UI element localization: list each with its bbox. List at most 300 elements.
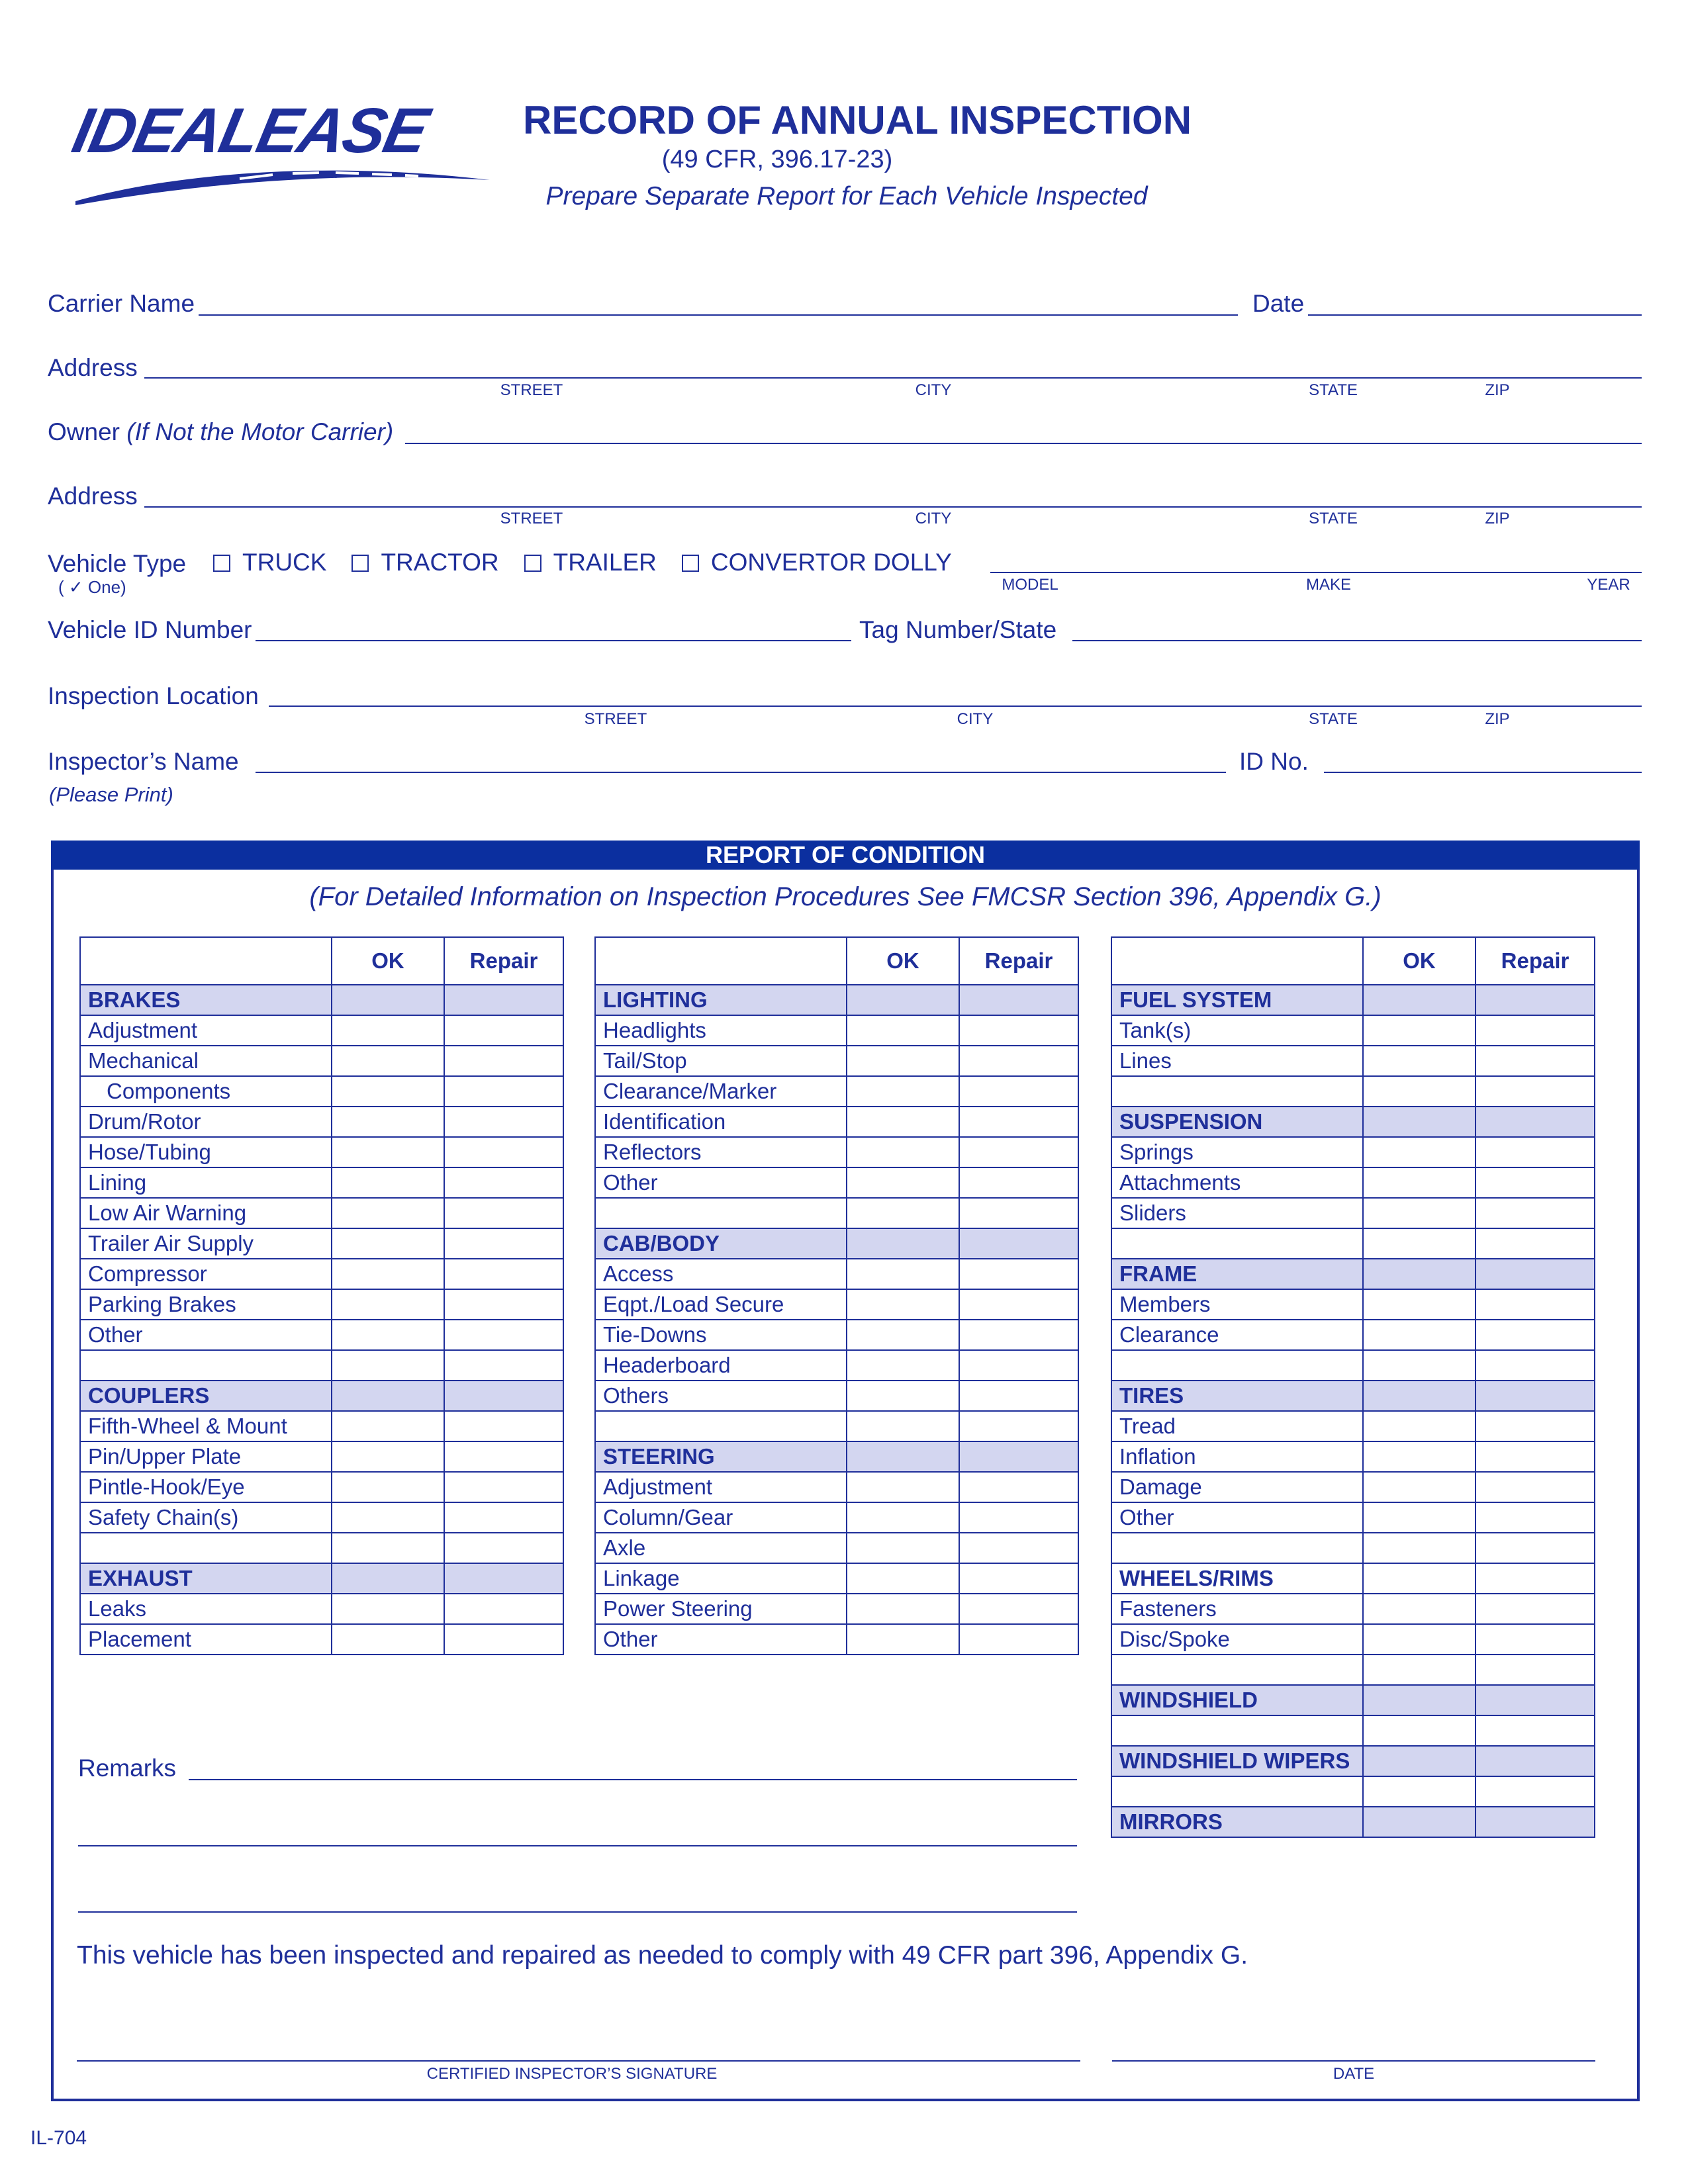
- repair-cell[interactable]: [444, 1015, 563, 1046]
- repair-cell[interactable]: [444, 1350, 563, 1381]
- item-label: Linkage: [595, 1563, 847, 1594]
- check-one-note: ( ✓ One): [58, 577, 126, 597]
- checkbox-icon[interactable]: [352, 555, 369, 572]
- item-label: Clearance: [1111, 1320, 1363, 1350]
- item-label: Trailer Air Supply: [80, 1228, 332, 1259]
- date-caption: DATE: [1333, 2065, 1375, 2083]
- repair-cell[interactable]: [1476, 1350, 1595, 1381]
- section-label: WHEELS/RIMS: [1111, 1563, 1363, 1594]
- table-row: [595, 1320, 1078, 1350]
- table-row: [1111, 1076, 1595, 1107]
- repair-cell[interactable]: [1476, 1228, 1595, 1259]
- table-row: [80, 1533, 563, 1563]
- item-label: Lining: [80, 1167, 332, 1198]
- ok-cell[interactable]: [847, 1472, 959, 1502]
- repair-cell[interactable]: [1476, 1137, 1595, 1167]
- item-label: Adjustment: [595, 1472, 847, 1502]
- repair-cell[interactable]: [1476, 1594, 1595, 1624]
- table-header-row: [595, 937, 1078, 985]
- checkbox-icon[interactable]: [213, 555, 230, 572]
- repair-cell[interactable]: [1476, 1198, 1595, 1228]
- option-convertor-dolly[interactable]: [682, 550, 952, 574]
- repair-cell[interactable]: [444, 1320, 563, 1350]
- remarks-line-2[interactable]: [78, 1845, 1077, 1846]
- repair-cell[interactable]: [444, 1107, 563, 1137]
- table-row: [595, 1076, 1078, 1107]
- repair-cell[interactable]: [959, 1107, 1078, 1137]
- repair-cell[interactable]: [444, 1411, 563, 1441]
- repair-cell[interactable]: [444, 1624, 563, 1655]
- date-field[interactable]: [1308, 314, 1642, 316]
- ok-cell[interactable]: [332, 1137, 444, 1167]
- header-repair: Repair: [959, 937, 1078, 985]
- section-row: [595, 1441, 1078, 1472]
- ok-cell: [1363, 1807, 1476, 1837]
- ok-cell[interactable]: [1363, 1624, 1476, 1655]
- table-row: [1111, 1533, 1595, 1563]
- table-row: [80, 1289, 563, 1320]
- item-label: Other: [1111, 1502, 1363, 1533]
- section-label: MIRRORS: [1111, 1807, 1363, 1837]
- item-label: Adjustment: [80, 1015, 332, 1046]
- repair-cell[interactable]: [444, 1167, 563, 1198]
- repair-cell[interactable]: [959, 1167, 1078, 1198]
- table-row: [1111, 1441, 1595, 1472]
- ok-cell[interactable]: [332, 1046, 444, 1076]
- owner-label: [48, 420, 393, 444]
- ok-cell[interactable]: [332, 1594, 444, 1624]
- repair-cell: [1476, 985, 1595, 1015]
- repair-cell[interactable]: [1476, 1472, 1595, 1502]
- item-label: [1111, 1350, 1363, 1381]
- model-caption: MODEL: [1002, 576, 1058, 594]
- item-label: Tail/Stop: [595, 1046, 847, 1076]
- ok-cell: [332, 1381, 444, 1411]
- table-row: [80, 1411, 563, 1441]
- ok-cell[interactable]: [1363, 1776, 1476, 1807]
- table-row: [595, 1137, 1078, 1167]
- repair-cell[interactable]: [444, 1594, 563, 1624]
- table-row: [80, 1624, 563, 1655]
- repair-cell[interactable]: [959, 1198, 1078, 1228]
- repair-cell[interactable]: [1476, 1167, 1595, 1198]
- item-label: Mechanical: [80, 1046, 332, 1076]
- owner-address-field[interactable]: [144, 506, 1642, 508]
- item-label: [1111, 1533, 1363, 1563]
- repair-cell[interactable]: [1476, 1411, 1595, 1441]
- section-row: [595, 1228, 1078, 1259]
- inspector-name-field[interactable]: [256, 772, 1226, 773]
- item-label: Inflation: [1111, 1441, 1363, 1472]
- repair-cell: [444, 1563, 563, 1594]
- ok-cell[interactable]: [847, 1259, 959, 1289]
- table-row: [1111, 1289, 1595, 1320]
- ok-cell: [1363, 1107, 1476, 1137]
- repair-cell: [1476, 1807, 1595, 1837]
- ok-cell[interactable]: [332, 1350, 444, 1381]
- table-row: [595, 1167, 1078, 1198]
- section-row: [1111, 1259, 1595, 1289]
- section-row: [80, 985, 563, 1015]
- ok-cell[interactable]: [1363, 1533, 1476, 1563]
- table-row: [80, 1594, 563, 1624]
- ok-cell[interactable]: [332, 1472, 444, 1502]
- table-row: [1111, 1472, 1595, 1502]
- repair-cell[interactable]: [959, 1594, 1078, 1624]
- vehicle-id-label: Vehicle ID Number: [48, 616, 252, 643]
- tag-number-label: Tag Number/State: [859, 616, 1057, 643]
- signature-field[interactable]: [77, 2060, 1080, 2062]
- header-ok: OK: [332, 937, 444, 985]
- section-row: [1111, 1685, 1595, 1715]
- table-row: [1111, 1046, 1595, 1076]
- ok-cell[interactable]: [847, 1533, 959, 1563]
- ok-cell[interactable]: [332, 1228, 444, 1259]
- repair-cell[interactable]: [959, 1137, 1078, 1167]
- repair-cell[interactable]: [1476, 1776, 1595, 1807]
- item-label: Parking Brakes: [80, 1289, 332, 1320]
- id-no-field[interactable]: [1324, 772, 1642, 773]
- option-truck[interactable]: [213, 550, 326, 574]
- table-row: [595, 1259, 1078, 1289]
- section-label: LIGHTING: [595, 985, 847, 1015]
- checkbox-icon[interactable]: [524, 555, 541, 572]
- inspection-location-field[interactable]: [269, 705, 1642, 707]
- item-label: [1111, 1228, 1363, 1259]
- address-field[interactable]: [144, 377, 1642, 379]
- ok-cell[interactable]: [1363, 1441, 1476, 1472]
- ok-cell[interactable]: [847, 1624, 959, 1655]
- table-row: [1111, 1502, 1595, 1533]
- table-header-row: [80, 937, 563, 985]
- table-row: [80, 1137, 563, 1167]
- option-tractor[interactable]: [352, 550, 498, 574]
- ok-cell: [1363, 1746, 1476, 1776]
- repair-cell[interactable]: [959, 1563, 1078, 1594]
- section-label: COUPLERS: [80, 1381, 332, 1411]
- repair-cell[interactable]: [959, 1259, 1078, 1289]
- report-heading: REPORT OF CONDITION: [51, 841, 1640, 870]
- option-label: TRAILER: [553, 549, 657, 576]
- item-label: Headerboard: [595, 1350, 847, 1381]
- item-label: Components: [80, 1076, 332, 1107]
- section-row: [80, 1381, 563, 1411]
- repair-cell[interactable]: [444, 1289, 563, 1320]
- repair-cell[interactable]: [959, 1046, 1078, 1076]
- ok-cell[interactable]: [332, 1259, 444, 1289]
- ok-cell[interactable]: [1363, 1320, 1476, 1350]
- header-blank: [80, 937, 332, 985]
- state-caption: STATE: [1309, 510, 1358, 527]
- item-label: [1111, 1776, 1363, 1807]
- repair-cell[interactable]: [444, 1198, 563, 1228]
- ok-cell[interactable]: [332, 1076, 444, 1107]
- ok-cell[interactable]: [1363, 1015, 1476, 1046]
- item-label: Pin/Upper Plate: [80, 1441, 332, 1472]
- item-label: Compressor: [80, 1259, 332, 1289]
- repair-cell[interactable]: [444, 1046, 563, 1076]
- ok-cell[interactable]: [332, 1411, 444, 1441]
- item-label: [595, 1198, 847, 1228]
- ok-cell[interactable]: [847, 1289, 959, 1320]
- section-label: TIRES: [1111, 1381, 1363, 1411]
- repair-cell[interactable]: [959, 1411, 1078, 1441]
- ok-cell[interactable]: [847, 1411, 959, 1441]
- ok-cell[interactable]: [847, 1076, 959, 1107]
- option-label: CONVERTOR DOLLY: [710, 549, 952, 576]
- repair-cell: [1476, 1381, 1595, 1411]
- repair-cell[interactable]: [444, 1228, 563, 1259]
- model-make-year-field[interactable]: [990, 572, 1642, 573]
- ok-cell[interactable]: [847, 1137, 959, 1167]
- table-row: [1111, 1167, 1595, 1198]
- item-label: [80, 1350, 332, 1381]
- repair-cell[interactable]: [444, 1472, 563, 1502]
- repair-cell[interactable]: [959, 1502, 1078, 1533]
- option-trailer[interactable]: [524, 550, 657, 574]
- repair-cell[interactable]: [959, 1381, 1078, 1411]
- inspection-location-label: Inspection Location: [48, 682, 259, 709]
- item-label: Members: [1111, 1289, 1363, 1320]
- ok-cell[interactable]: [1363, 1137, 1476, 1167]
- make-caption: MAKE: [1305, 576, 1352, 594]
- repair-cell[interactable]: [444, 1259, 563, 1289]
- table-row: [595, 1502, 1078, 1533]
- item-label: Damage: [1111, 1472, 1363, 1502]
- table-row: [595, 1472, 1078, 1502]
- table-row: [80, 1472, 563, 1502]
- section-label: STEERING: [595, 1441, 847, 1472]
- table-row: [1111, 1715, 1595, 1746]
- item-label: [1111, 1076, 1363, 1107]
- table-row: [80, 1107, 563, 1137]
- ok-cell[interactable]: [847, 1502, 959, 1533]
- section-row: [1111, 1381, 1595, 1411]
- owner-note: (If Not the Motor Carrier): [126, 418, 394, 445]
- ok-cell[interactable]: [847, 1046, 959, 1076]
- repair-cell[interactable]: [959, 1624, 1078, 1655]
- repair-cell[interactable]: [1476, 1046, 1595, 1076]
- road-swoosh-icon: [74, 160, 491, 206]
- ok-cell[interactable]: [332, 1624, 444, 1655]
- item-label: [595, 1411, 847, 1441]
- section-row: [595, 985, 1078, 1015]
- ok-cell[interactable]: [847, 1350, 959, 1381]
- item-label: Power Steering: [595, 1594, 847, 1624]
- repair-cell[interactable]: [1476, 1715, 1595, 1746]
- repair-cell[interactable]: [959, 1076, 1078, 1107]
- item-label: Fifth-Wheel & Mount: [80, 1411, 332, 1441]
- carrier-name-field[interactable]: [199, 314, 1238, 316]
- ok-cell[interactable]: [847, 1320, 959, 1350]
- item-label: Tie-Downs: [595, 1320, 847, 1350]
- ok-cell[interactable]: [1363, 1715, 1476, 1746]
- item-label: Springs: [1111, 1137, 1363, 1167]
- vehicle-id-field[interactable]: [256, 640, 851, 641]
- ok-cell[interactable]: [1363, 1502, 1476, 1533]
- ok-cell[interactable]: [1363, 1411, 1476, 1441]
- header-blank: [595, 937, 847, 985]
- ok-cell[interactable]: [332, 1502, 444, 1533]
- citation: (49 CFR, 396.17-23): [661, 146, 893, 173]
- repair-cell: [1476, 1685, 1595, 1715]
- section-row: [1111, 1746, 1595, 1776]
- ok-cell[interactable]: [332, 1167, 444, 1198]
- repair-cell[interactable]: [444, 1533, 563, 1563]
- ok-cell[interactable]: [1363, 1594, 1476, 1624]
- ok-cell[interactable]: [1363, 1655, 1476, 1685]
- ok-cell[interactable]: [1363, 1198, 1476, 1228]
- ok-cell[interactable]: [332, 1289, 444, 1320]
- certification-statement: This vehicle has been inspected and repaired as needed to comply with 49 CFR part 396, Appendix G.: [77, 1941, 1248, 1970]
- item-label: Placement: [80, 1624, 332, 1655]
- section-row: [80, 1563, 563, 1594]
- repair-cell[interactable]: [1476, 1320, 1595, 1350]
- tag-number-field[interactable]: [1072, 640, 1642, 641]
- repair-cell[interactable]: [1476, 1441, 1595, 1472]
- item-label: Fasteners: [1111, 1594, 1363, 1624]
- street-caption: STREET: [500, 381, 563, 399]
- section-label: BRAKES: [80, 985, 332, 1015]
- table-row: [595, 1381, 1078, 1411]
- section-row: [1111, 1807, 1595, 1837]
- item-label: Access: [595, 1259, 847, 1289]
- repair-cell[interactable]: [1476, 1502, 1595, 1533]
- repair-cell[interactable]: [959, 1289, 1078, 1320]
- ok-cell[interactable]: [1363, 1228, 1476, 1259]
- header-blank: [1111, 937, 1363, 985]
- repair-cell[interactable]: [1476, 1655, 1595, 1685]
- ok-cell[interactable]: [332, 1198, 444, 1228]
- item-label: Clearance/Marker: [595, 1076, 847, 1107]
- table-row: [595, 1594, 1078, 1624]
- table-row: [80, 1228, 563, 1259]
- ok-cell[interactable]: [847, 1594, 959, 1624]
- section-label: WINDSHIELD: [1111, 1685, 1363, 1715]
- ok-cell[interactable]: [1363, 1350, 1476, 1381]
- ok-cell[interactable]: [332, 1320, 444, 1350]
- ok-cell[interactable]: [847, 1198, 959, 1228]
- repair-cell[interactable]: [1476, 1076, 1595, 1107]
- item-label: Safety Chain(s): [80, 1502, 332, 1533]
- signature-date-field[interactable]: [1112, 2060, 1595, 2062]
- repair-cell[interactable]: [444, 1502, 563, 1533]
- repair-cell[interactable]: [1476, 1289, 1595, 1320]
- table-row: [595, 1015, 1078, 1046]
- item-label: Lines: [1111, 1046, 1363, 1076]
- section-row: [1111, 1563, 1595, 1594]
- ok-cell[interactable]: [847, 1563, 959, 1594]
- repair-cell[interactable]: [959, 1320, 1078, 1350]
- vehicle-type-options: [213, 550, 977, 574]
- repair-cell[interactable]: [444, 1137, 563, 1167]
- repair-cell[interactable]: [1476, 1624, 1595, 1655]
- section-row: [1111, 1107, 1595, 1137]
- repair-cell[interactable]: [444, 1441, 563, 1472]
- ok-cell[interactable]: [332, 1533, 444, 1563]
- repair-cell: [444, 1381, 563, 1411]
- inspection-table-1: [79, 936, 564, 1655]
- address-label: Address: [48, 354, 138, 381]
- section-label: FRAME: [1111, 1259, 1363, 1289]
- repair-cell[interactable]: [959, 1350, 1078, 1381]
- table-row: [1111, 1320, 1595, 1350]
- table-row: [1111, 1655, 1595, 1685]
- owner-field[interactable]: [405, 443, 1642, 444]
- ok-cell[interactable]: [847, 1381, 959, 1411]
- table-row: [1111, 1411, 1595, 1441]
- table-row: [80, 1320, 563, 1350]
- ok-cell[interactable]: [1363, 1076, 1476, 1107]
- ok-cell[interactable]: [332, 1441, 444, 1472]
- repair-cell[interactable]: [1476, 1015, 1595, 1046]
- item-label: Axle: [595, 1533, 847, 1563]
- report-note: (For Detailed Information on Inspection Procedures See FMCSR Section 396, Appendix G.): [309, 882, 1382, 911]
- zip-caption: ZIP: [1485, 510, 1510, 527]
- ok-cell[interactable]: [1363, 1472, 1476, 1502]
- section-label: CAB/BODY: [595, 1228, 847, 1259]
- ok-cell: [847, 1228, 959, 1259]
- owner-text: Owner: [48, 418, 120, 445]
- checkbox-icon[interactable]: [682, 555, 699, 572]
- ok-cell[interactable]: [332, 1107, 444, 1137]
- table-row: [1111, 1350, 1595, 1381]
- item-label: Attachments: [1111, 1167, 1363, 1198]
- repair-cell[interactable]: [959, 1015, 1078, 1046]
- table-row: [595, 1107, 1078, 1137]
- table-row: [80, 1259, 563, 1289]
- please-print-note: (Please Print): [49, 783, 173, 806]
- ok-cell[interactable]: [332, 1015, 444, 1046]
- item-label: Others: [595, 1381, 847, 1411]
- table-row: [595, 1046, 1078, 1076]
- repair-cell[interactable]: [959, 1472, 1078, 1502]
- repair-cell: [1476, 1746, 1595, 1776]
- ok-cell[interactable]: [1363, 1046, 1476, 1076]
- option-label: TRUCK: [242, 549, 327, 576]
- ok-cell[interactable]: [847, 1015, 959, 1046]
- date-label: Date: [1252, 290, 1305, 317]
- repair-cell: [444, 985, 563, 1015]
- carrier-name-label: Carrier Name: [48, 290, 195, 317]
- ok-cell: [332, 985, 444, 1015]
- section-label: SUSPENSION: [1111, 1107, 1363, 1137]
- item-label: [1111, 1655, 1363, 1685]
- repair-cell[interactable]: [444, 1076, 563, 1107]
- ok-cell: [332, 1563, 444, 1594]
- section-label: WINDSHIELD WIPERS: [1111, 1746, 1363, 1776]
- inspection-table-2: [594, 936, 1079, 1655]
- table-row: [80, 1167, 563, 1198]
- ok-cell[interactable]: [847, 1107, 959, 1137]
- item-label: Hose/Tubing: [80, 1137, 332, 1167]
- header-repair: Repair: [444, 937, 563, 985]
- repair-cell[interactable]: [959, 1533, 1078, 1563]
- item-label: Eqpt./Load Secure: [595, 1289, 847, 1320]
- remarks-field[interactable]: [189, 1779, 1077, 1780]
- table-row: [595, 1563, 1078, 1594]
- remarks-label: Remarks: [78, 1754, 177, 1782]
- ok-cell[interactable]: [1363, 1289, 1476, 1320]
- ok-cell[interactable]: [1363, 1167, 1476, 1198]
- city-caption: CITY: [915, 381, 952, 399]
- state-caption: STATE: [1309, 381, 1358, 399]
- section-label: FUEL SYSTEM: [1111, 985, 1363, 1015]
- ok-cell[interactable]: [847, 1167, 959, 1198]
- repair-cell[interactable]: [1476, 1533, 1595, 1563]
- item-label: Leaks: [80, 1594, 332, 1624]
- remarks-line-3[interactable]: [78, 1911, 1077, 1913]
